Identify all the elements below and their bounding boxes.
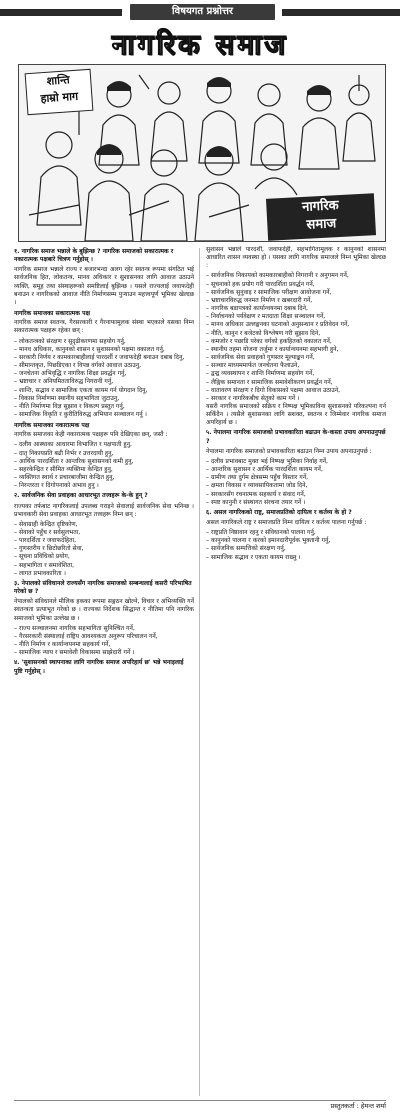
list-item: – सामाजिक न्याय र समावेशी विकासमा साझेदारी गर्ने । <box>14 649 194 657</box>
list-item: – शान्ति, सद्भाव र सामाजिक एकता कायम गर्न योगदान दिनु, <box>14 387 194 395</box>
page-title: नागरिक समाज <box>111 28 289 61</box>
banner-line-2: समाज <box>306 216 337 233</box>
list-item: – व्यक्तिगत स्वार्थ र प्रचारबाजीमा केन्द्रित हुनु, <box>14 474 194 482</box>
answer-5-list <box>206 458 386 507</box>
right-column <box>206 246 386 1098</box>
list-item: – सार्वजनिक सुनुवाइ र सामाजिक परीक्षण आयोजना गर्ने, <box>206 289 386 297</box>
question-4: ४. 'सुशासनको स्थापनाका लागि नागरिक समाज अपरिहार्य छ' भन्ने भनाइलाई पुष्टि गर्नुहोस् । <box>14 659 184 675</box>
list-item: – भ्रष्टाचारविरुद्ध जनमत निर्माण र खबरदारी गर्ने, <box>206 297 386 305</box>
list-item: – निरन्तरता र दिगोपनाको अभाव हुनु । <box>14 482 194 490</box>
column-divider <box>199 248 200 1096</box>
list-item: – सहरकेन्द्रित र सीमित व्यक्तिमा केन्द्रित हुनु, <box>14 466 194 474</box>
list-item: – द्वन्द्व व्यवस्थापन र शान्ति निर्माणमा सहयोग गर्ने, <box>206 370 386 378</box>
answer-3-list <box>14 625 194 658</box>
list-item: – सार्वजनिक सम्पत्तिको संरक्षण गर्नु, <box>206 545 386 553</box>
list-item: – मानव अधिकार, कानुनको शासन र सुशासनको पक्षमा वकालत गर्नु, <box>14 346 194 354</box>
answer-3-intro: नेपालको संविधानले मौलिक हकका रूपमा सङ्गठन खोल्ने, विचार र अभिव्यक्ति गर्ने स्वतन्त्रता प्रत्याभूत गरेको छ । राज्यका निर्देशक सिद्धान्त र नीतिमा पनि नागरिक समाजको भूमिका उल्लेख छ । <box>14 598 194 622</box>
list-item: – नीति निर्माण र कार्यान्वयनमा सहकार्य गर्ने, <box>14 641 194 649</box>
left-column <box>14 246 194 1098</box>
list-item: – विकास निर्माणमा स्थानीय सहभागिता जुटाउनु, <box>14 395 194 403</box>
answer-6-intro: असल नागरिकले राष्ट्र र समाजप्रति निम्न दायित्व र कर्तव्य पालना गर्नुपर्छ : <box>206 519 367 526</box>
positive-list <box>14 338 194 420</box>
list-item: – राष्ट्रप्रति निष्ठावान रहनु र संविधानको पालना गर्नु, <box>206 529 386 537</box>
banner-line-1: नागरिक <box>301 198 340 215</box>
crowd-illustration <box>18 64 386 242</box>
list-item: – सूचनाको हक प्रयोग गरी पारदर्शिता प्रवर्द्धन गर्ने, <box>206 281 386 289</box>
list-item: – सामाजिक सद्भाव र एकता कायम राख्नु । <box>206 554 386 562</box>
list-item: – सूचना प्रविधिको प्रयोग, <box>14 553 194 561</box>
strip-bar-left <box>0 9 122 16</box>
list-item: – नीति निर्माणमा विज्ञ सुझाव र विकल्प प्रस्तुत गर्नु, <box>14 403 194 411</box>
list-item: – वातावरण संरक्षण र दिगो विकासको पक्षमा आवाज उठाउने, <box>206 387 386 395</box>
positive-intro: नागरिक समाज स्वतन्त्र, गैरसरकारी र गैरनाफामूलक संस्था भएकाले यसका निम्न सकारात्मक पक्षहरू रहेका छन् : <box>14 319 194 335</box>
footer-rule <box>14 1100 386 1101</box>
question-6: ६. असल नागरिकको राष्ट्र, समाजप्रतिको दायित्व र कर्तव्य के हो ? <box>206 508 352 516</box>
list-item: – लागत प्रभावकारिता । <box>14 570 194 578</box>
placard-line-2: हाम्रो माग <box>40 89 79 106</box>
civil-society-banner <box>266 193 376 241</box>
list-item: – सञ्चार माध्यममार्फत जनचेतना फैलाउने, <box>206 362 386 370</box>
list-item: – सरकारी निर्णय र कामकारबाहीलाई पारदर्शी र जवाफदेही बनाउन दबाब दिनु, <box>14 354 194 362</box>
list-item: – जनचेतना अभिवृद्धि र नागरिक शिक्षा प्रवर्द्धन गर्नु, <box>14 370 194 378</box>
section-label: विषयगत प्रश्नोत्तर <box>130 4 275 20</box>
list-item: – गुणस्तरीय र छिटोछरितो सेवा, <box>14 545 194 553</box>
list-item: – सामाजिक विकृति र कुरीतिविरुद्ध अभियान सञ्चालन गर्नु । <box>14 411 194 419</box>
list-item: – दातृ निकायप्रति बढी निर्भर र उत्तरदायी हुनु, <box>14 450 194 458</box>
strip-bar-right <box>282 9 400 16</box>
list-item: – आर्थिक पारदर्शिता र आन्तरिक सुशासनको कमी हुनु, <box>14 458 194 466</box>
negative-list <box>14 441 194 490</box>
list-item: – सरकारसँग रचनात्मक सहकार्य र संवाद गर्ने, <box>206 491 386 499</box>
placard-sign <box>25 69 94 116</box>
list-item: – सेवाग्राही केन्द्रित दृष्टिकोण, <box>14 521 194 529</box>
answer-4-list <box>206 272 386 403</box>
negative-heading: नागरिक समाजका नकारात्मक पक्ष <box>14 422 90 430</box>
answer-5-intro: नेपालमा नागरिक समाजको प्रभावकारिता बढाउन निम्न उपाय अपनाउनुपर्छ : <box>206 447 372 455</box>
answer-4-intro: सुशासन भन्नाले पारदर्शी, जवाफदेही, सहभागितामूलक र कानुनको शासनमा आधारित शासन व्यवस्था हो । यसका लागि नागरिक समाजले निम्न भूमिका खेल्दछ : <box>206 246 386 270</box>
list-item: – क्षमता विकास र व्यावसायिकतामा जोड दिने, <box>206 482 386 490</box>
list-item: – नागरिक बडापत्रको कार्यान्वयनमा दबाब दिने, <box>206 305 386 313</box>
list-item: – सार्वजनिक सेवा प्रवाहको गुणस्तर मूल्याङ्कन गर्ने, <box>206 354 386 362</box>
list-item: – राज्य सञ्चालनमा नागरिक सहभागिता सुनिश्चित गर्ने, <box>14 625 194 633</box>
list-item: – दलीय आस्थाका आधारमा विभाजित र पक्षपाती हुनु, <box>14 441 194 449</box>
list-item: – गैरसरकारी संस्थालाई राष्ट्रिय आवश्यकता अनुरूप परिचालन गर्ने, <box>14 633 194 641</box>
list-item: – ग्रामीण तथा दुर्गम क्षेत्रसम्म पहुँच विस्तार गर्ने, <box>206 474 386 482</box>
question-5: ५. नेपालमा नागरिक समाजको प्रभावकारिता बढाउन के-कस्ता उपाय अपनाउनुपर्छ ? <box>206 429 386 445</box>
list-item: – सार्वजनिक निकायको कामकारबाहीको निगरानी र अनुगमन गर्ने, <box>206 272 386 280</box>
author-byline: प्रस्तुतकर्ता : हेमन्त शर्मा <box>330 1102 386 1110</box>
answer-6-list <box>206 529 386 562</box>
list-item: – निर्वाचनको पर्यवेक्षण र मतदाता शिक्षा सञ्चालन गर्ने, <box>206 313 386 321</box>
list-item: – नीति, कानुन र बजेटको विश्लेषण गरी सुझाव दिने, <box>206 330 386 338</box>
list-item: – आन्तरिक सुशासन र आर्थिक पारदर्शिता कायम गर्ने, <box>206 466 386 474</box>
list-item: – सहभागिता र समावेशिता, <box>14 562 194 570</box>
answer-2-list <box>14 521 194 578</box>
answer-1-intro: नागरिक समाज भन्नाले राज्य र बजारभन्दा अलग रहेर स्वतन्त्र रूपमा संगठित भई सार्वजनिक हित, लोकतन्त्र, मानव अधिकार र सुशासनका लागि आवाज उठाउने व्यक्ति, समूह तथा संस्थाहरूको समष्टिलाई बुझिन्छ । यसले राज्यलाई जवाफदेही बनाउन र नागरिकको आवाज नीति निर्माणसम्म पुर्‍याउन महत्त्वपूर्ण भूमिका खेल्दछ । <box>14 266 194 306</box>
placard-line-1: शान्ति <box>46 73 71 88</box>
list-item: – लोकतन्त्रको संरक्षण र सुदृढीकरणमा सहयोग गर्नु, <box>14 338 194 346</box>
list-item: – कानुनको पालना र करको इमानदारीपूर्वक भुक्तानी गर्नु, <box>206 537 386 545</box>
section-strip <box>0 0 400 24</box>
question-1: १. नागरिक समाज भन्नाले के बुझिन्छ ? नागरिक समाजको सकारात्मक र नकारात्मक पक्षबारे चित्रण गर्नुहोस् । <box>14 248 174 264</box>
negative-intro: नागरिक समाजका केही नकारात्मक पक्षहरू पनि देखिएका छन्, जस्तै : <box>14 431 168 439</box>
list-item: – दलीय प्रभावबाट मुक्त भई निष्पक्ष भूमिका निर्वाह गर्ने, <box>206 458 386 466</box>
list-item: – स्पष्ट कानुनी र संस्थागत संरचना तयार गर्ने । <box>206 499 386 507</box>
positive-heading: नागरिक समाजका सकारात्मक पक्ष <box>14 310 90 318</box>
list-item: – सीमान्तकृत, पिछडिएका र विपन्न वर्गको आवाज उठाउनु, <box>14 362 194 370</box>
list-item: – पारदर्शिता र जवाफदेहिता, <box>14 537 194 545</box>
answer-4-conclusion: यसरी नागरिक समाजको सक्रिय र निष्पक्ष भूमिकाविना सुशासनको परिकल्पना गर्न सकिँदैन । त्यसैले सुशासनका लागि सशक्त, स्वतन्त्र र जिम्मेवार नागरिक समाज अपरिहार्य छ । <box>206 402 386 427</box>
answer-2-intro: राज्यका तर्फबाट नागरिकलाई उपलब्ध गराइने सेवालाई सार्वजनिक सेवा भनिन्छ । प्रभावकारी सेवा प्रवाहका आधारभूत तत्त्वहरू निम्न छन् : <box>14 502 194 518</box>
list-item: – सेवाको पहुँच र सर्वसुलभता, <box>14 529 194 537</box>
list-item: – लैङ्गिक समानता र सामाजिक समावेशीकरण प्रवर्द्धन गर्ने, <box>206 379 386 387</box>
question-2: २. सार्वजनिक सेवा प्रवाहका आधारभूत तत्त्वहरू के-के हुन् ? <box>14 492 148 500</box>
question-3: ३. नेपालको संविधानले राज्यसँग नागरिक समाजको सम्बन्धलाई कसरी परिभाषित गरेको छ ? <box>14 579 192 596</box>
list-item: – मानव अधिकार उल्लङ्घनका घटनाको अनुसन्धान र प्रतिवेदन गर्ने, <box>206 321 386 329</box>
list-item: – स्थानीय तहमा योजना तर्जुमा र कार्यान्वयनमा सहभागी हुने, <box>206 346 386 354</box>
list-item: – भ्रष्टाचार र अनियमितताविरुद्ध निगरानी गर्नु, <box>14 378 194 386</box>
list-item: – कमजोर र पछाडि परेका वर्गको हकहितको वकालत गर्ने, <box>206 338 386 346</box>
list-item: – सरकार र नागरिकबीच सेतुको काम गर्ने । <box>206 395 386 403</box>
